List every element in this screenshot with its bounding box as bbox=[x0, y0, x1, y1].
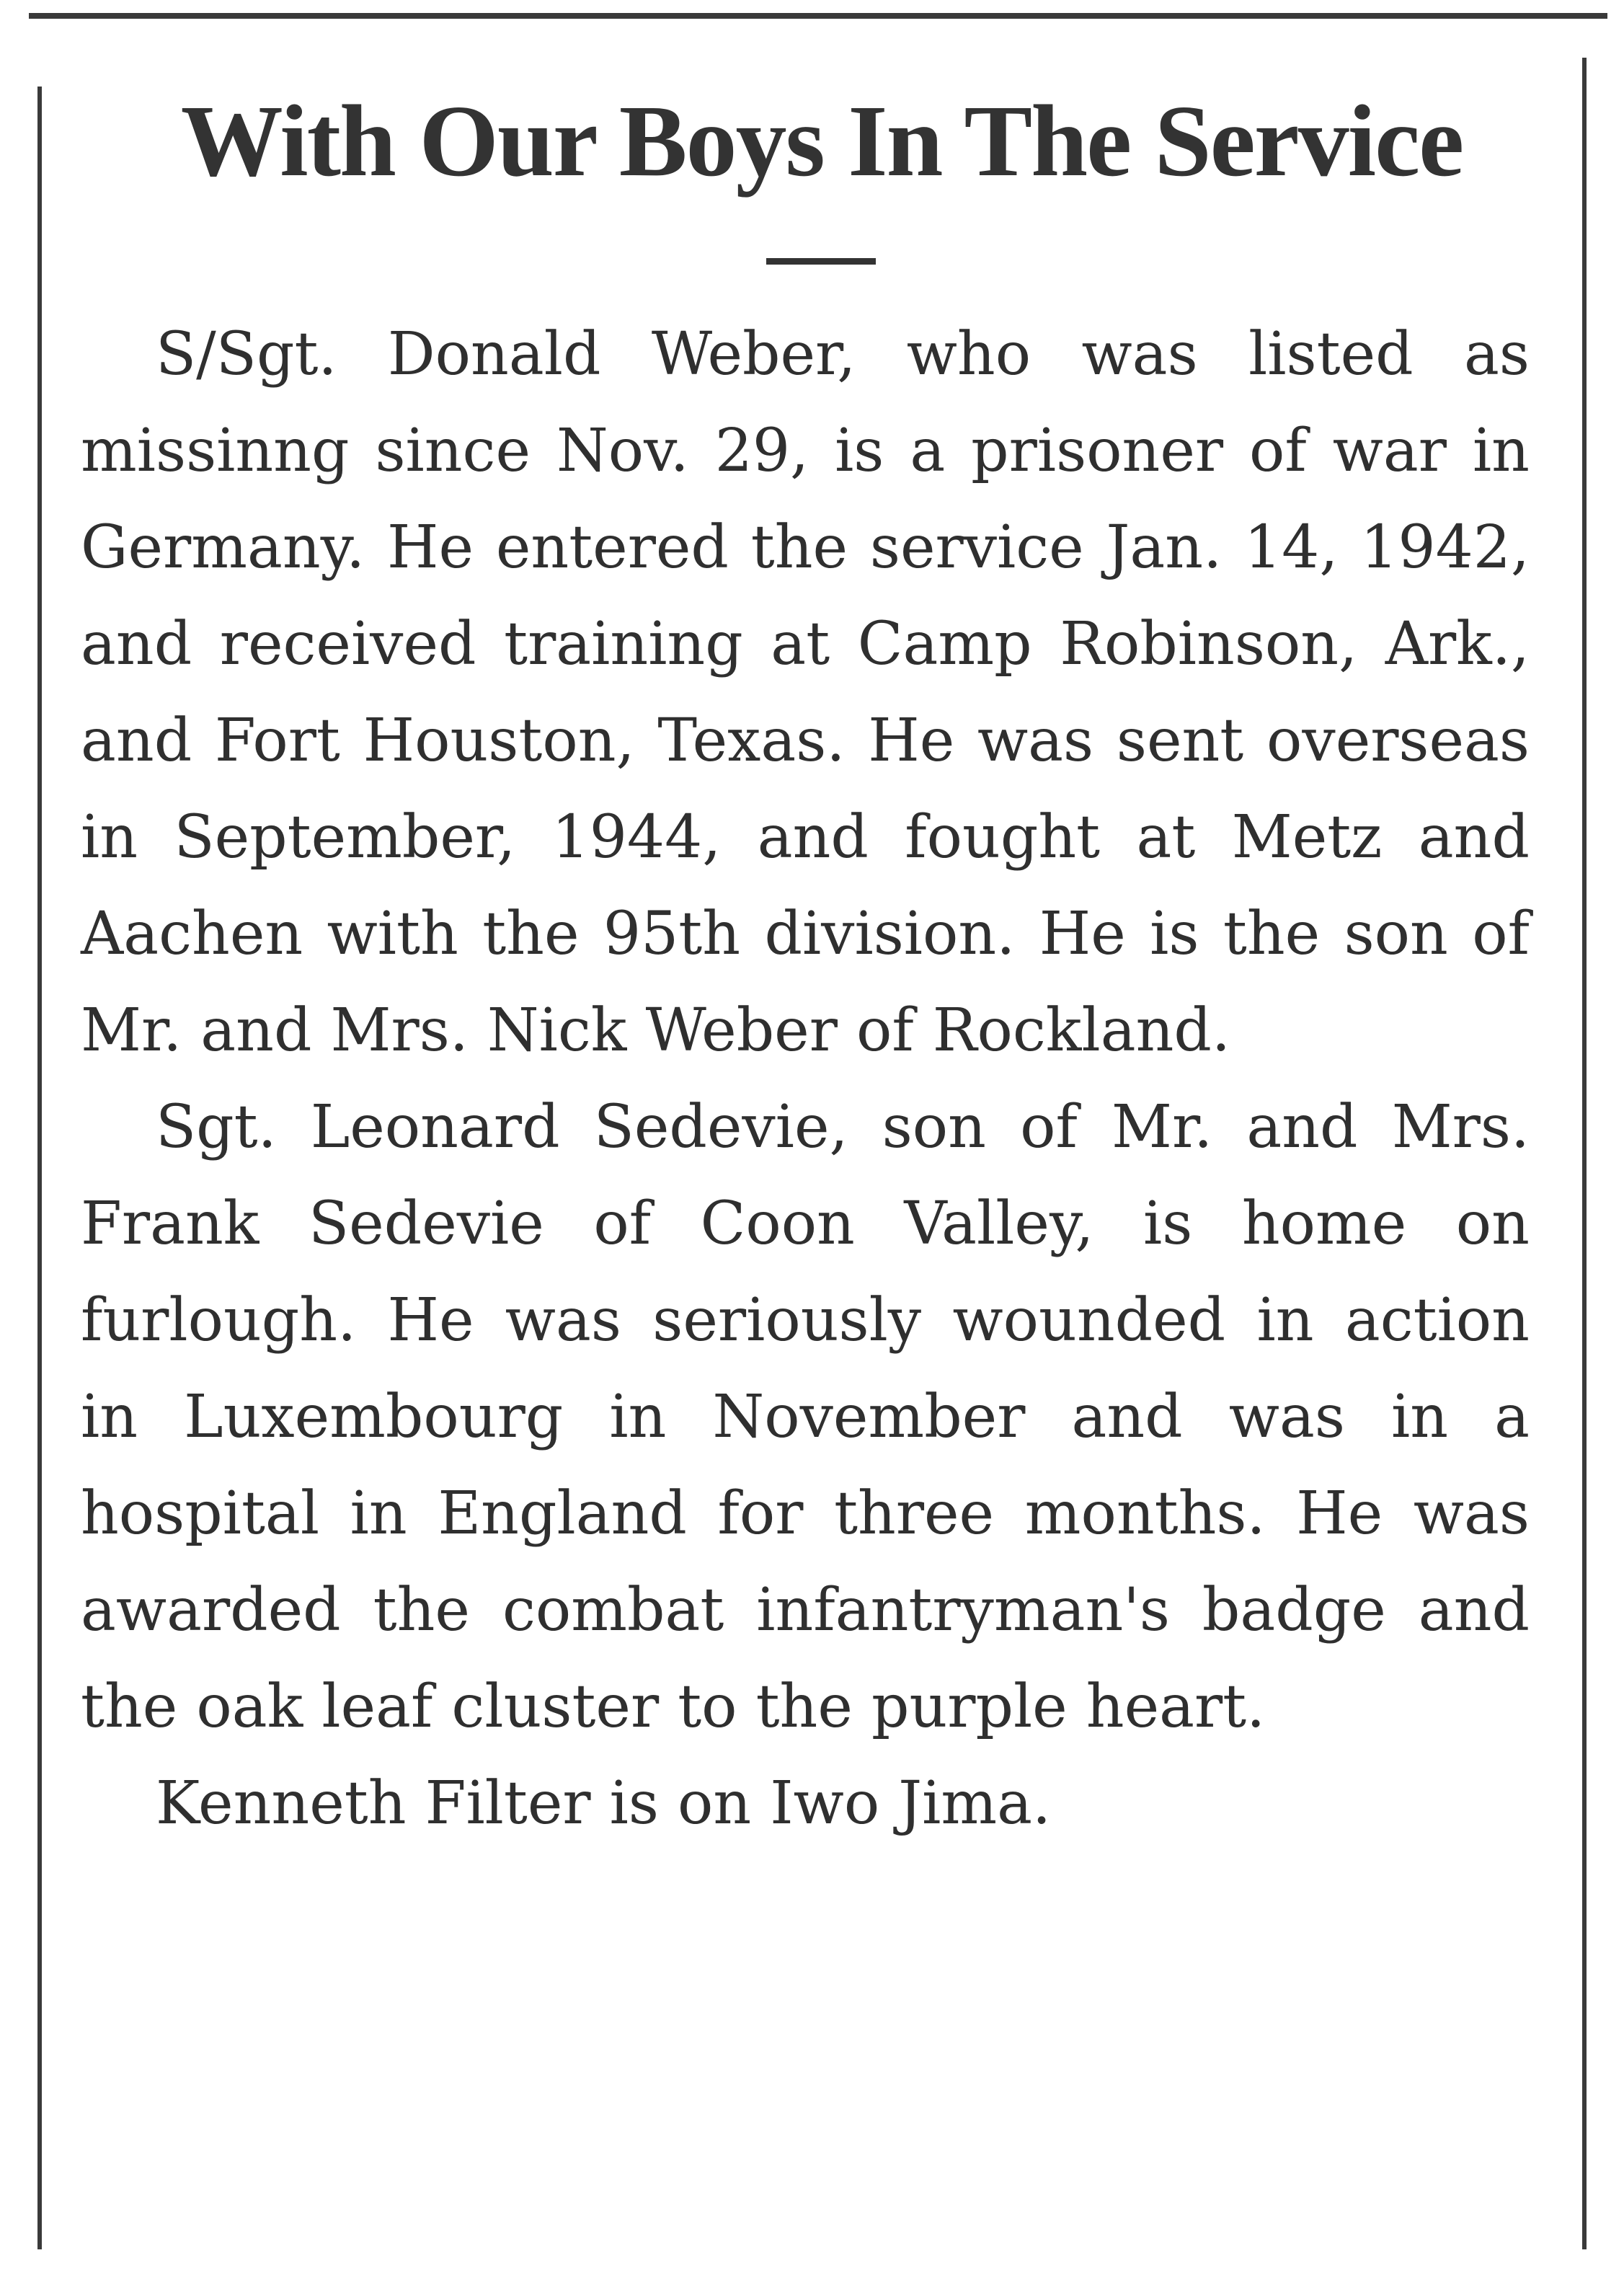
paragraph-kenneth-filter: Kenneth Filter is on Iwo Jima. bbox=[156, 1769, 1052, 1838]
right-column-rule bbox=[1582, 58, 1587, 2249]
headline-divider bbox=[766, 258, 876, 265]
paragraph-donald-weber: S/Sgt. Donald Weber, who was listed as missinng since Nov. 29, is a prisoner of war in Germany. He entered the service Jan. 14, 1942, and received training at Camp Robinson, Ark., and Fort Houston, Texas. He was sent overseas in September, 1944, and fought at Metz and Aachen with the 95th division. He is the son of Mr. and Mrs. Nick Weber of Rockland. bbox=[81, 320, 1530, 1065]
left-column-rule bbox=[37, 87, 42, 2249]
article-headline: With Our Boys In The Service bbox=[180, 84, 1463, 198]
article-body bbox=[81, 306, 1530, 1852]
paragraph-leonard-sedevie: Sgt. Leonard Sedevie, son of Mr. and Mrs. Frank Sedevie of Coon Valley, is home on furlough. He was seriously wounded in action in Luxembourg in November and was in a hospital in England for three months. He was awarded the combat infantryman's badge and the oak leaf cluster to the purple heart. bbox=[81, 1093, 1530, 1741]
top-border-rule bbox=[29, 13, 1607, 19]
